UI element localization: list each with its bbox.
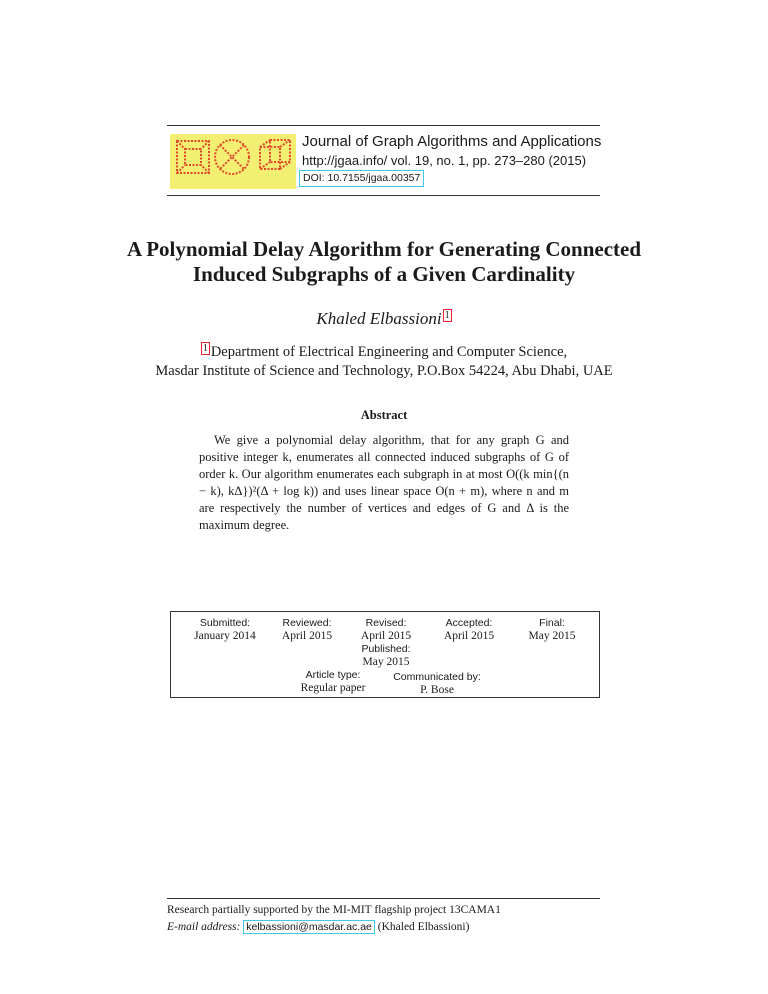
email-label: E-mail address: (167, 921, 241, 933)
author-footnote-link[interactable]: 1 (444, 310, 450, 321)
revised-value: April 2015 (360, 630, 412, 642)
article-type-label: Article type: (305, 669, 361, 681)
history-communicated (375, 671, 499, 697)
affiliation (100, 342, 668, 381)
reviewed-value: April 2015 (281, 630, 333, 642)
history-revised (346, 617, 426, 643)
revised-label: Revised: (365, 617, 407, 629)
published-label: Published: (361, 643, 411, 655)
header-top-rule (167, 125, 600, 126)
history-reviewed (269, 617, 345, 643)
communicated-value: P. Bose (420, 684, 454, 696)
email-link[interactable]: kelbassioni@masdar.ac.ae (243, 920, 375, 934)
author-line (100, 309, 668, 329)
published-value: May 2015 (362, 656, 410, 668)
communicated-label: Communicated by: (393, 671, 481, 683)
final-value: May 2015 (528, 630, 576, 642)
affiliation-line-2: Masdar Institute of Science and Technology, P.O.Box 54224, Abu Dhabi, UAE (155, 363, 613, 379)
doi-link[interactable]: DOI: 10.7155/jgaa.00357 (299, 170, 424, 187)
accepted-label: Accepted: (445, 617, 493, 629)
author-name: Khaled Elbassioni (316, 309, 442, 328)
submitted-value: January 2014 (194, 630, 256, 642)
affiliation-line-1: Department of Electrical Engineering and Computer Science, (210, 344, 568, 360)
accepted-value: April 2015 (443, 630, 495, 642)
email-line (167, 921, 469, 933)
journal-name: Journal of Graph Algorithms and Applications (302, 133, 602, 150)
abstract-text: We give a polynomial delay algorithm, that for any graph G and positive integer k, enumerates all connected induced subgraphs of G of order k. Our algorithm enumerates each subgraph in at most O((k min{(n − k), kΔ})²(Δ + log k)) and uses linear space O(n + m), where n and m are respectively the number of vertices and edges of G and Δ is the maximum degree. (199, 433, 569, 532)
submitted-label: Submitted: (199, 617, 251, 629)
journal-volume-info: http://jgaa.info/ vol. 19, no. 1, pp. 273–280 (2015) (302, 153, 587, 168)
abstract-heading: Abstract (360, 408, 408, 422)
history-article-type (291, 669, 375, 695)
article-history-box (170, 611, 600, 698)
history-published (346, 643, 426, 669)
history-submitted (185, 617, 265, 643)
article-type-value: Regular paper (300, 682, 366, 694)
affiliation-marker[interactable]: 1 (202, 343, 208, 354)
reviewed-label: Reviewed: (282, 617, 332, 629)
email-owner: (Khaled Elbassioni) (377, 921, 470, 933)
history-accepted (429, 617, 509, 643)
journal-logo (170, 134, 296, 189)
final-label: Final: (539, 617, 565, 629)
footnote-rule (167, 898, 600, 899)
paper-title: A Polynomial Delay Algorithm for Generating Connected Induced Subgraphs of a Given Cardinality (126, 237, 642, 286)
header-bottom-rule (167, 195, 600, 196)
funding-note: Research partially supported by the MI-MIT flagship project 13CAMA1 (167, 904, 501, 916)
history-final (514, 617, 590, 643)
